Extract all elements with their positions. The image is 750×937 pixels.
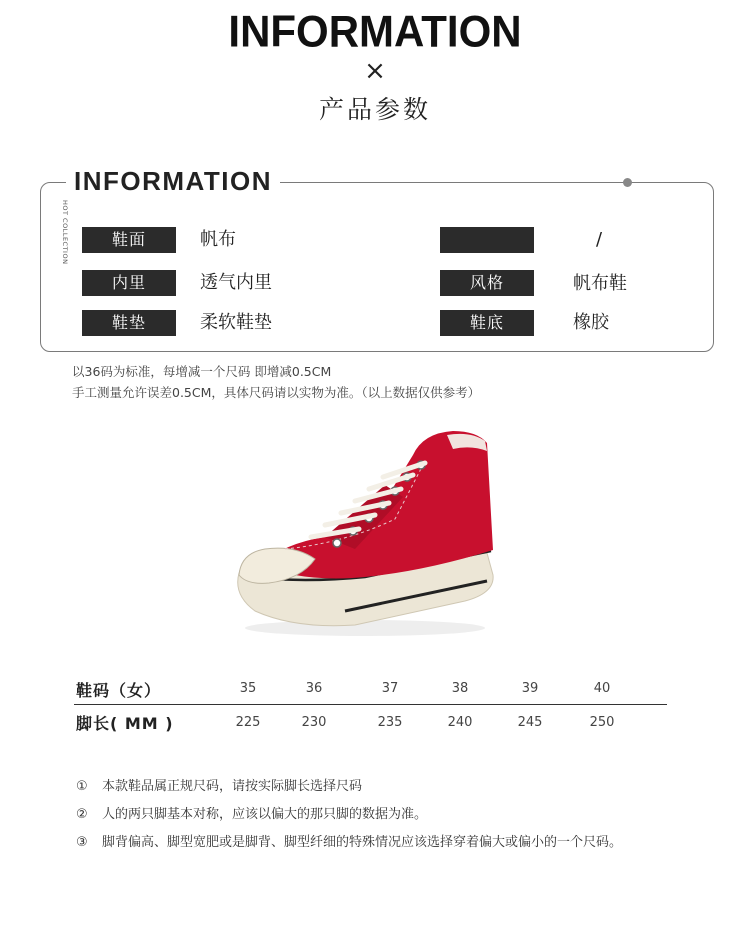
info-box-dot <box>623 178 632 187</box>
value-lining: 透气内里 <box>200 272 272 293</box>
info-box-title: INFORMATION <box>74 166 272 196</box>
note-measure-error: 手工测量允许误差0.5CM，具体尺码请以实物为准。（以上数据仅供参考） <box>72 385 481 400</box>
value-upper: 帆布 <box>200 229 236 250</box>
footnote-text: 脚背偏高、脚型宽肥或是脚背、脚型纤细的特殊情况应该选择穿着偏大或偏小的一个尺码。 <box>102 835 623 850</box>
side-label: HOT COLLECTION <box>61 200 69 265</box>
size-value: 39 <box>521 681 539 696</box>
label-style: 风格 <box>440 270 534 296</box>
footnote-text: 人的两只脚基本对称，应该以偏大的那只脚的数据为准。 <box>102 807 428 822</box>
length-value: 245 <box>517 715 543 730</box>
page-subtitle: 产品参数 <box>318 95 431 124</box>
size-table-divider <box>74 704 667 705</box>
footnote-1 <box>76 775 362 794</box>
size-label: 鞋码（女） <box>76 681 162 700</box>
length-label: 脚长( MM ) <box>76 714 174 733</box>
footnote-number: ③ <box>76 835 88 850</box>
size-value: 36 <box>305 681 323 696</box>
value-insole: 柔软鞋垫 <box>200 312 272 333</box>
length-value: 225 <box>235 715 261 730</box>
value-blank: / <box>596 229 603 250</box>
length-value: 230 <box>301 715 327 730</box>
footnote-text: 本款鞋品属正规尺码，请按实际脚长选择尺码 <box>102 779 363 794</box>
value-style: 帆布鞋 <box>573 273 627 294</box>
footnote-2 <box>76 803 427 822</box>
footnote-number: ① <box>76 779 88 794</box>
label-lining: 内里 <box>82 270 176 296</box>
size-value: 35 <box>239 681 257 696</box>
size-value: 37 <box>381 681 399 696</box>
value-sole: 橡胶 <box>573 312 609 333</box>
label-blank <box>440 227 534 253</box>
sneaker-image <box>225 425 505 640</box>
length-value: 240 <box>447 715 473 730</box>
size-value: 38 <box>451 681 469 696</box>
length-value: 250 <box>589 715 615 730</box>
footnote-number: ② <box>76 807 88 822</box>
label-sole: 鞋底 <box>440 310 534 336</box>
cross-symbol: × <box>364 56 386 86</box>
label-insole: 鞋垫 <box>82 310 176 336</box>
page-title: INFORMATION <box>228 6 522 57</box>
footnote-3 <box>76 831 622 850</box>
label-upper: 鞋面 <box>82 227 176 253</box>
note-standard-size: 以36码为标准，每增减一个尺码 即增减0.5CM <box>72 364 332 379</box>
length-value: 235 <box>377 715 403 730</box>
info-box-title-rule <box>280 182 626 183</box>
size-value: 40 <box>593 681 611 696</box>
